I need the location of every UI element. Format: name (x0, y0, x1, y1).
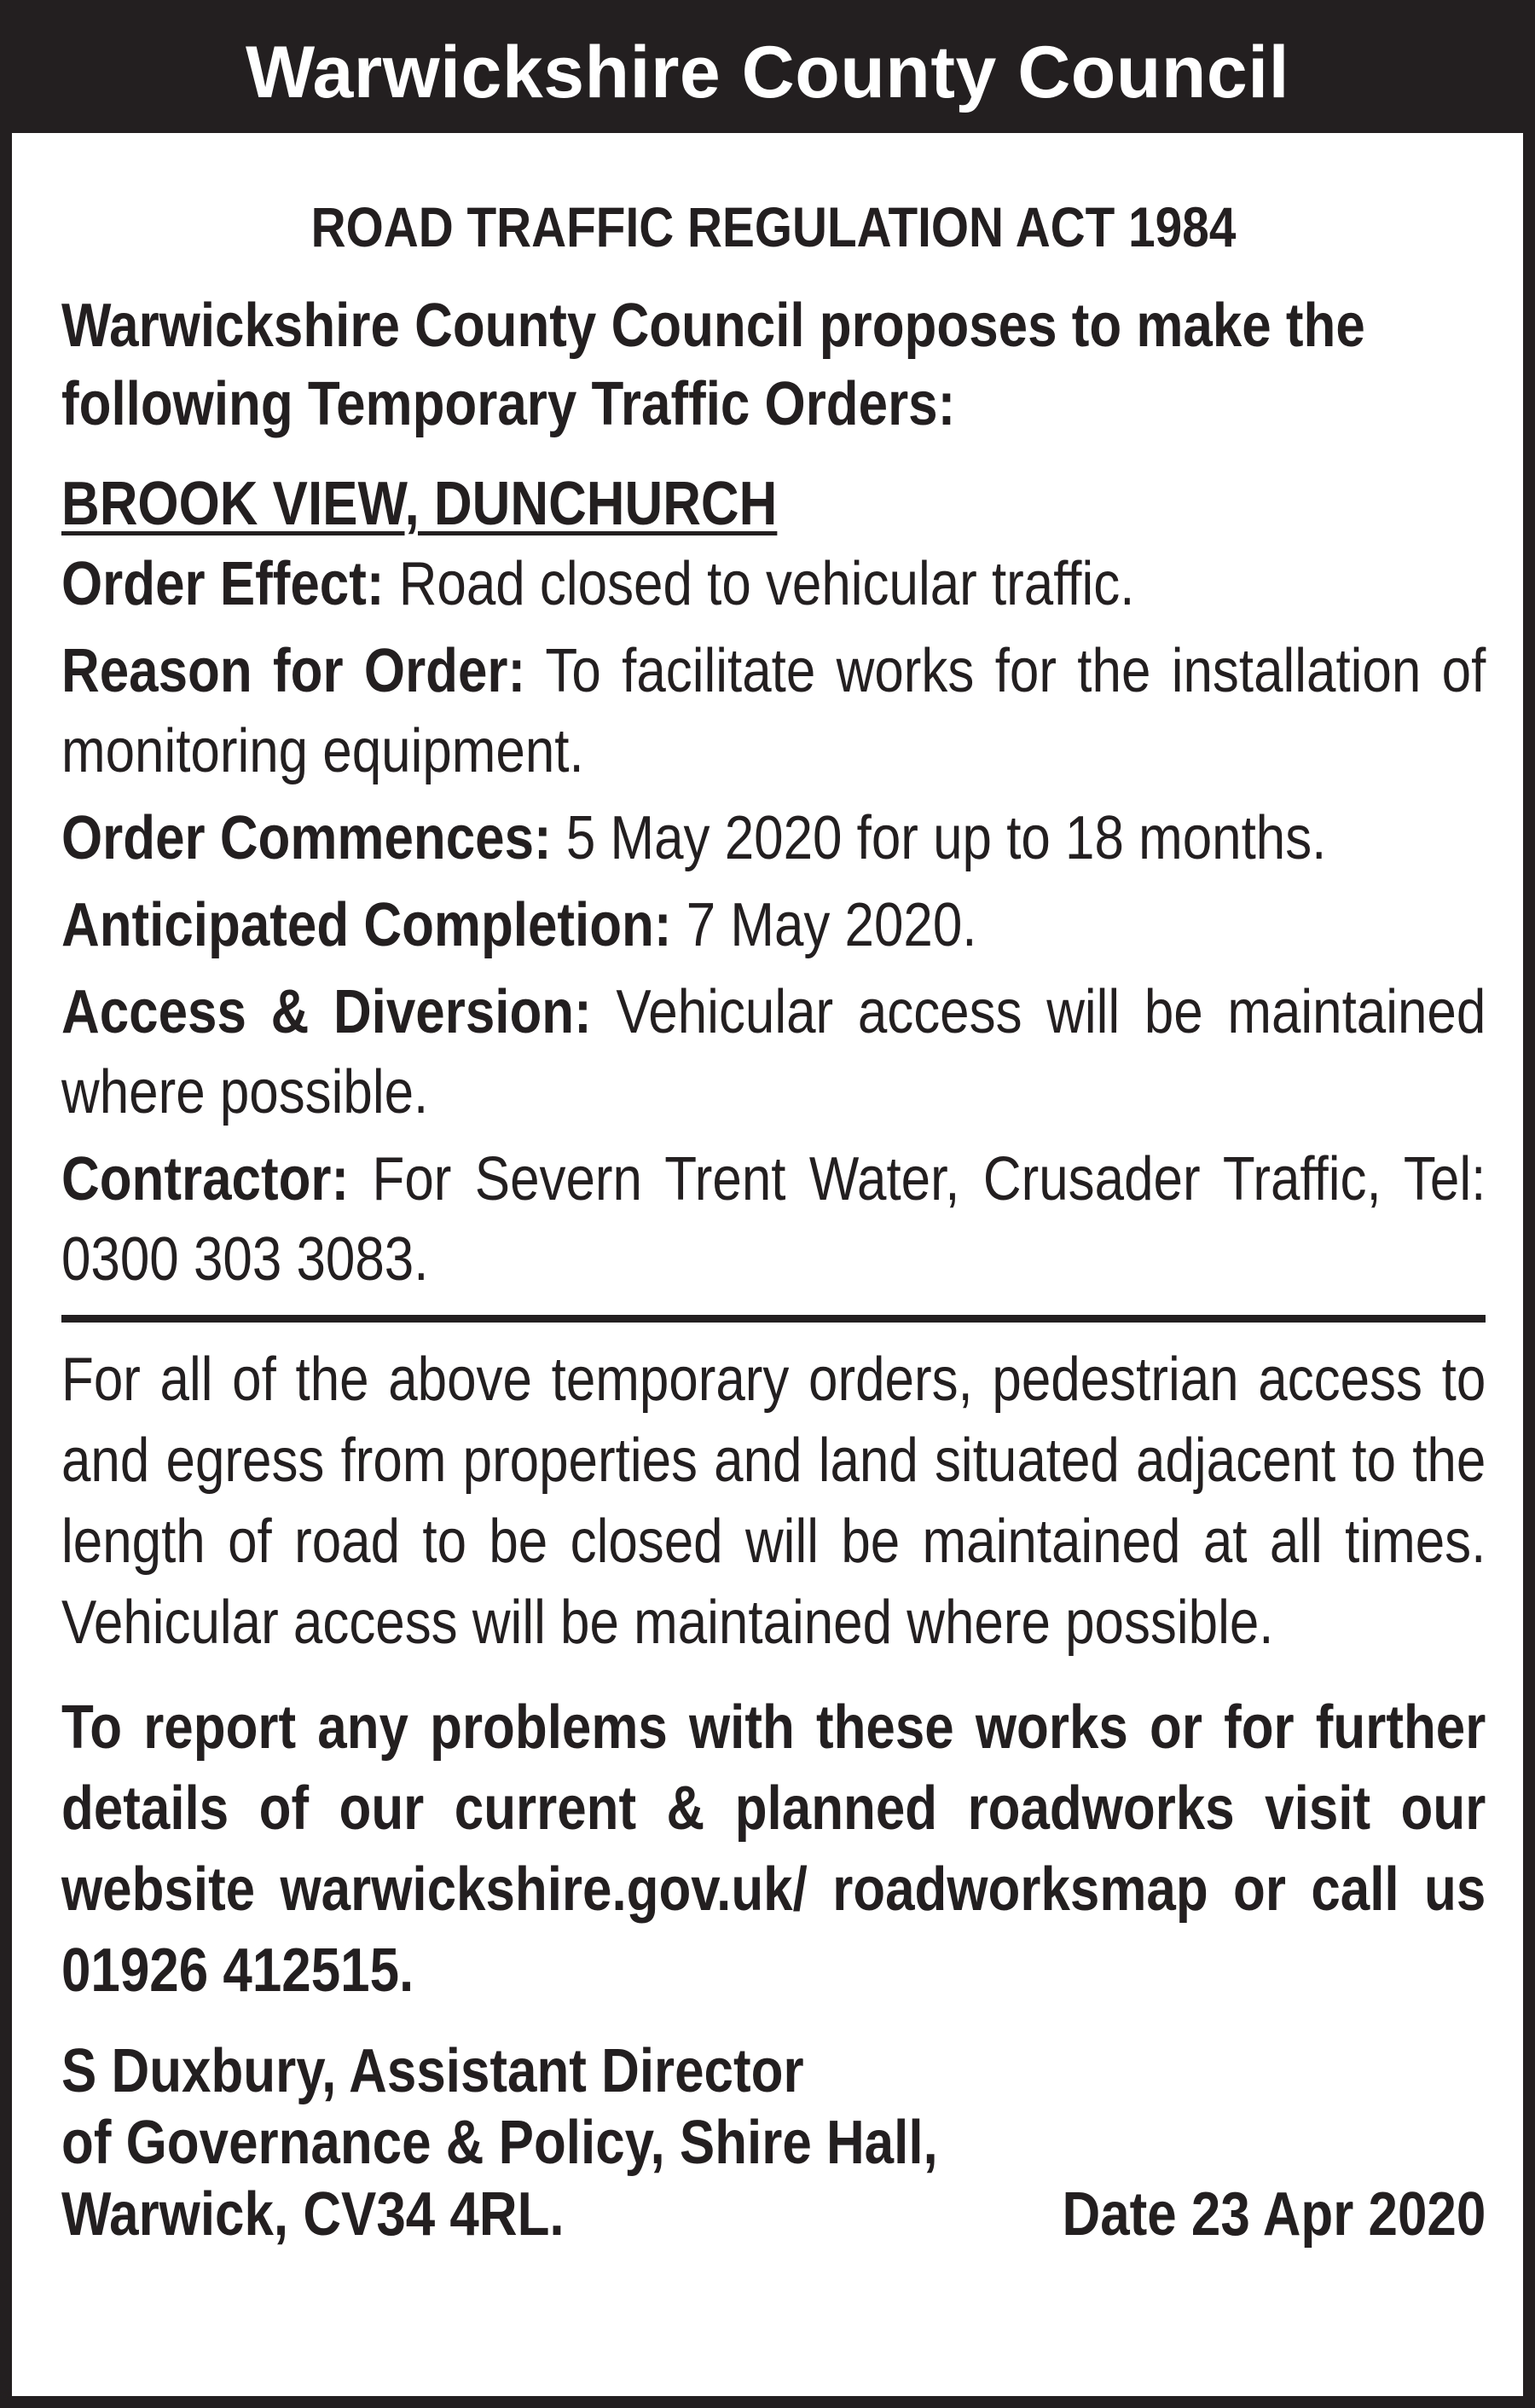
signoff-line: S Duxbury, Assistant Director (61, 2037, 804, 2105)
field-label: Access & Diversion: (61, 978, 592, 1046)
field-value: Road closed to vehicular traffic. (398, 550, 1135, 618)
field-value: For Severn Trent Water, Crusader Traffic, Tel: 0300 303 3083. (61, 1145, 1486, 1294)
intro-text: Warwickshire County Council proposes to make the following Temporary Traffic Orders: (61, 292, 1365, 438)
access-diversion-field (61, 972, 1486, 1132)
general-note: For all of the above temporary orders, pedestrian access to and egress from properties and land situated adjacent to the length of road to be closed will be maintained at all times. Vehicular access will be maintained where possible. (61, 1346, 1486, 1657)
council-masthead: Warwickshire County Council (12, 12, 1523, 133)
act-title: ROAD TRAFFIC REGULATION ACT 1984 (310, 195, 1237, 258)
completion-field (61, 885, 1486, 965)
field-label: Contractor: (61, 1145, 350, 1213)
signoff-address: Warwick, CV34 4RL. (61, 2180, 565, 2249)
field-label: Order Effect: (61, 550, 385, 618)
field-label: Anticipated Completion: (61, 891, 672, 959)
field-label: Reason for Order: (61, 637, 526, 705)
notice-date: Date 23 Apr 2020 (1062, 2180, 1486, 2249)
signoff-line: of Governance & Policy, Shire Hall, (61, 2109, 938, 2177)
reason-field (61, 631, 1486, 791)
order-effect-field (61, 544, 1486, 624)
field-label: Order Commences: (61, 804, 552, 872)
divider-rule (61, 1315, 1486, 1323)
contact-note: To report any problems with these works or for further details of our current & planned roadworks visit our website warwickshire.gov.uk/ roadworksmap or call us 01926 412515. (61, 1693, 1486, 2005)
signoff-last-line (61, 2179, 1486, 2250)
commences-field (61, 798, 1486, 878)
signoff-block (61, 2035, 1486, 2250)
field-value: Vehicular access will be maintained where possible. (61, 978, 1486, 1126)
field-value: 5 May 2020 for up to 18 months. (565, 804, 1327, 872)
field-value: 7 May 2020. (686, 891, 977, 959)
field-value: To facilitate works for the installation of monitoring equipment. (61, 637, 1486, 785)
contractor-field (61, 1139, 1486, 1300)
notice-body (61, 174, 1486, 2250)
road-name: BROOK VIEW, DUNCHURCH (61, 470, 778, 538)
